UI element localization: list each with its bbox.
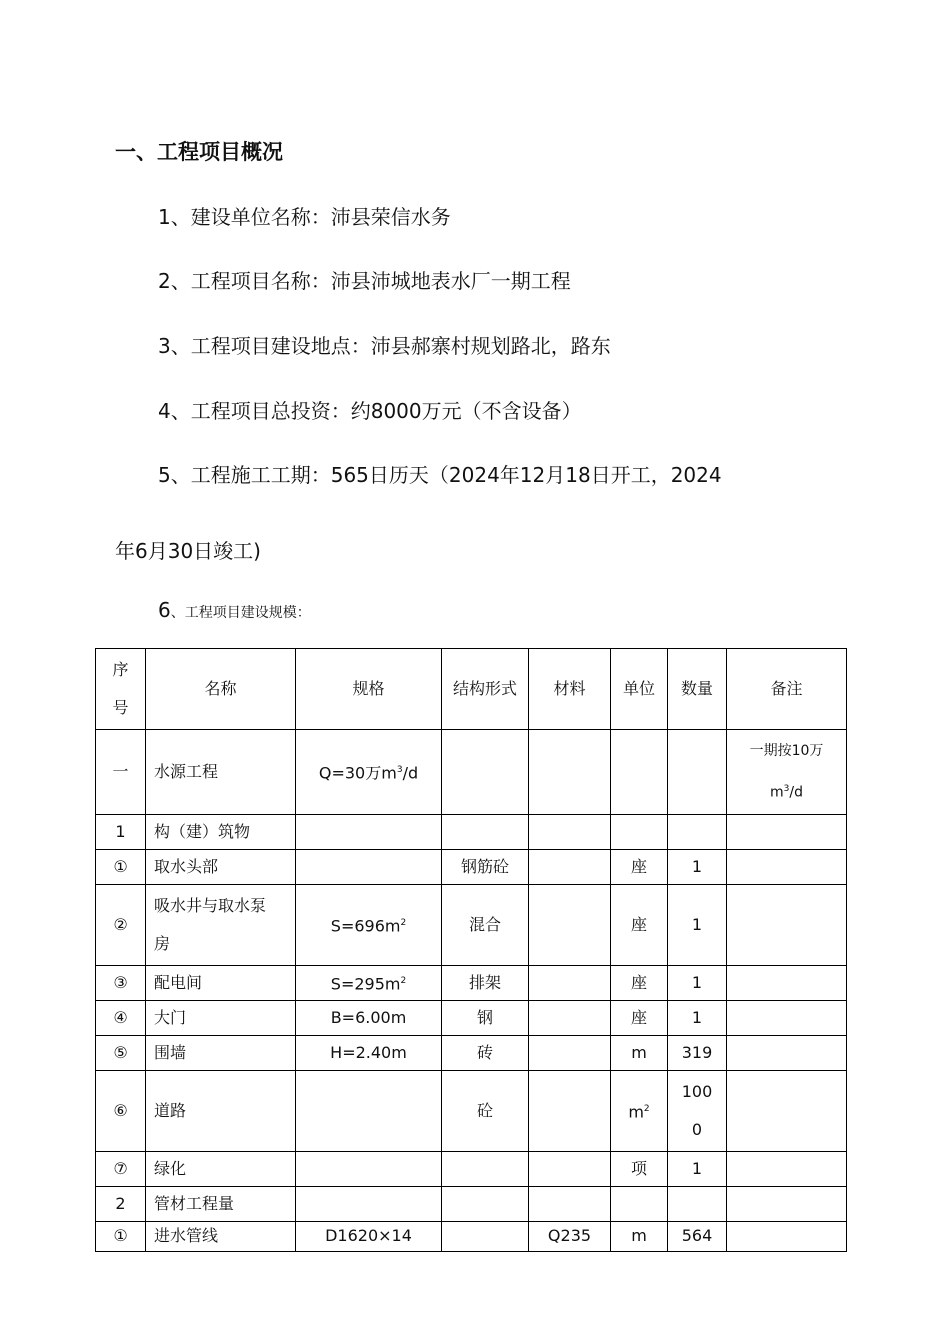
- cell-qty: 1: [668, 1151, 727, 1186]
- cell-remark: [727, 1151, 847, 1186]
- table-row: [96, 1070, 847, 1151]
- cell-unit: $m^2$: [611, 1070, 668, 1151]
- cell-remark: [727, 849, 847, 884]
- cell-unit: m: [611, 1035, 668, 1070]
- cell-unit: m: [611, 1221, 668, 1251]
- item-construction-period: 5、工程施工工期：565日历天（2024年12月18日开工，2024: [158, 463, 722, 487]
- cell-name: 构（建）筑物: [146, 814, 296, 849]
- section-heading: 一、工程项目概况: [115, 140, 283, 164]
- cell-structure: [442, 1186, 529, 1221]
- cell-material: [529, 730, 611, 815]
- table-row: [96, 884, 847, 965]
- cell-seq: ⑥: [96, 1070, 146, 1151]
- cell-structure: 砼: [442, 1070, 529, 1151]
- table-row: [96, 1186, 847, 1221]
- cell-name: 道路: [146, 1070, 296, 1151]
- cell-name: 围墙: [146, 1035, 296, 1070]
- cell-unit: 座: [611, 884, 668, 965]
- cell-seq: ②: [96, 884, 146, 965]
- header-seq: 序 号: [96, 649, 146, 730]
- cell-qty: 319: [668, 1035, 727, 1070]
- cell-qty: 1: [668, 1000, 727, 1035]
- cell-seq: 1: [96, 814, 146, 849]
- cell-qty: 100 0: [668, 1070, 727, 1151]
- item6-number: 6: [158, 598, 171, 622]
- cell-material: [529, 965, 611, 1000]
- header-spec: 规格: [296, 649, 442, 730]
- table-row: [96, 849, 847, 884]
- cell-seq: ①: [96, 1221, 146, 1251]
- cell-remark: [727, 1035, 847, 1070]
- cell-unit: 项: [611, 1151, 668, 1186]
- cell-spec: $S=295m^2$: [296, 965, 442, 1000]
- cell-remark: [727, 1000, 847, 1035]
- cell-seq: 一: [96, 730, 146, 815]
- cell-structure: 砖: [442, 1035, 529, 1070]
- cell-structure: [442, 814, 529, 849]
- cell-unit: [611, 814, 668, 849]
- cell-material: [529, 884, 611, 965]
- table-header-row: [96, 649, 847, 730]
- item-client-name: 1、建设单位名称：沛县荣信水务: [158, 205, 451, 229]
- item6-text: 、工程项目建设规模：: [170, 605, 311, 621]
- cell-remark: [727, 1186, 847, 1221]
- cell-remark: 一期按10万 $m^3/d$: [727, 730, 847, 815]
- item-construction-scale: [158, 598, 311, 622]
- cell-name: 绿化: [146, 1151, 296, 1186]
- cell-name: 配电间: [146, 965, 296, 1000]
- cell-seq: ④: [96, 1000, 146, 1035]
- header-name: 名称: [146, 649, 296, 730]
- cell-qty: [668, 814, 727, 849]
- cell-name: 进水管线: [146, 1221, 296, 1251]
- cell-spec: [296, 1070, 442, 1151]
- cell-material: [529, 814, 611, 849]
- cell-spec: [296, 1186, 442, 1221]
- table-row: [96, 1000, 847, 1035]
- cell-name: 大门: [146, 1000, 296, 1035]
- cell-unit: 座: [611, 849, 668, 884]
- table-row: [96, 1221, 847, 1251]
- cell-spec: [296, 849, 442, 884]
- cell-structure: 排架: [442, 965, 529, 1000]
- cell-material: [529, 1151, 611, 1186]
- header-remark: 备注: [727, 649, 847, 730]
- cell-structure: 混合: [442, 884, 529, 965]
- cell-spec: B=6.00m: [296, 1000, 442, 1035]
- item-project-name: 2、工程项目名称：沛县沛城地表水厂一期工程: [158, 269, 571, 293]
- cell-remark: [727, 965, 847, 1000]
- item-project-location: 3、工程项目建设地点：沛县郝寨村规划路北，路东: [158, 334, 611, 358]
- cell-spec: D1620×14: [296, 1221, 442, 1251]
- cell-remark: [727, 1070, 847, 1151]
- cell-material: [529, 1186, 611, 1221]
- cell-seq: ⑤: [96, 1035, 146, 1070]
- table-row: [96, 1035, 847, 1070]
- cell-remark: [727, 884, 847, 965]
- cell-seq: 2: [96, 1186, 146, 1221]
- cell-name: 吸水井与取水泵 房: [146, 884, 296, 965]
- table-row: [96, 965, 847, 1000]
- cell-qty: [668, 730, 727, 815]
- cell-unit: 座: [611, 965, 668, 1000]
- table-row: [96, 1151, 847, 1186]
- item-construction-period-cont: 年6月30日竣工): [115, 539, 261, 563]
- cell-seq: ⑦: [96, 1151, 146, 1186]
- cell-qty: [668, 1186, 727, 1221]
- cell-structure: [442, 1151, 529, 1186]
- cell-qty: 564: [668, 1221, 727, 1251]
- cell-structure: [442, 730, 529, 815]
- header-qty: 数量: [668, 649, 727, 730]
- cell-unit: [611, 730, 668, 815]
- cell-spec: [296, 814, 442, 849]
- cell-seq: ③: [96, 965, 146, 1000]
- table-row: [96, 814, 847, 849]
- table-row: [96, 730, 847, 815]
- cell-material: [529, 1000, 611, 1035]
- cell-material: [529, 1070, 611, 1151]
- cell-material: [529, 849, 611, 884]
- cell-material: [529, 1035, 611, 1070]
- construction-scale-table: [95, 648, 847, 1252]
- cell-structure: 钢筋砼: [442, 849, 529, 884]
- cell-material: Q235: [529, 1221, 611, 1251]
- cell-spec: $S=696m^2$: [296, 884, 442, 965]
- header-structure: 结构形式: [442, 649, 529, 730]
- item-total-investment: 4、工程项目总投资：约8000万元（不含设备）: [158, 399, 582, 423]
- cell-qty: 1: [668, 965, 727, 1000]
- header-unit: 单位: [611, 649, 668, 730]
- cell-qty: 1: [668, 884, 727, 965]
- cell-name: 管材工程量: [146, 1186, 296, 1221]
- cell-remark: [727, 1221, 847, 1251]
- cell-structure: 钢: [442, 1000, 529, 1035]
- cell-unit: [611, 1186, 668, 1221]
- cell-structure: [442, 1221, 529, 1251]
- cell-name: 水源工程: [146, 730, 296, 815]
- cell-seq: ①: [96, 849, 146, 884]
- cell-qty: 1: [668, 849, 727, 884]
- cell-spec: H=2.40m: [296, 1035, 442, 1070]
- header-material: 材料: [529, 649, 611, 730]
- cell-unit: 座: [611, 1000, 668, 1035]
- cell-remark: [727, 814, 847, 849]
- cell-spec: [296, 1151, 442, 1186]
- cell-spec: Q=30万$m^3/d$: [296, 730, 442, 815]
- cell-name: 取水头部: [146, 849, 296, 884]
